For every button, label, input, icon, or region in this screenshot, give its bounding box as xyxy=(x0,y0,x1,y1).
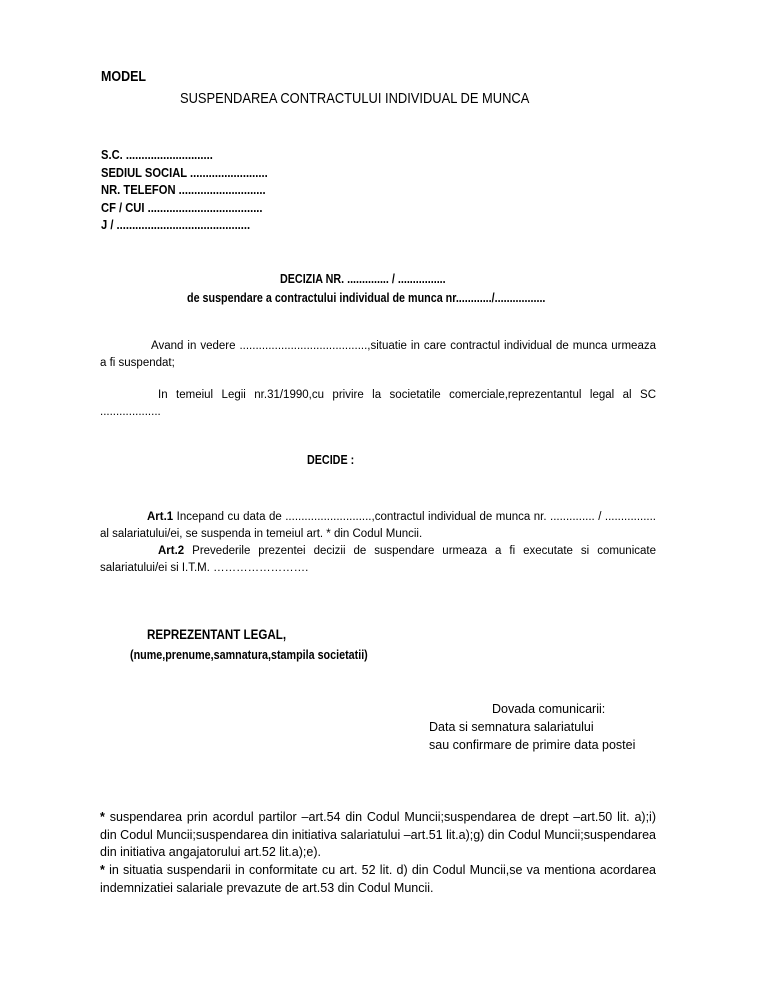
company-block xyxy=(101,146,268,234)
article-2 xyxy=(100,543,656,577)
company-cf: CF / CUI ..................................... xyxy=(101,199,263,215)
footnote-2-text: in situatia suspendarii in conformitate cu art. 52 lit. d) din Codul Muncii,se va mentiona acordarea indemnizatiei salariale prevazute de art.53 din Codul Muncii. xyxy=(100,863,656,895)
proof-line-1: Dovada comunicarii: xyxy=(492,702,606,716)
proof-line-3: sau confirmare de primire data postei xyxy=(429,738,636,752)
decision-number: DECIZIA NR. .............. / ................ xyxy=(280,272,446,286)
footnote-1-star: * xyxy=(100,810,105,824)
decide-heading: DECIDE : xyxy=(307,453,355,467)
footnote-2-star: * xyxy=(100,863,105,877)
company-sc: S.C. ............................ xyxy=(101,147,213,162)
art2-label: Art.2 xyxy=(158,545,185,557)
representative-subtitle: (nume,prenume,samnatura,stampila societatii) xyxy=(130,648,368,662)
footnote-1-text: suspendarea prin acordul partilor –art.54 din Codul Muncii;suspendarea de drept –art.50 lit. a);i) din Codul Muncii;suspendarea din initiativa salariatului –art.51 lit.a);g) din Codul Muncii;suspendarea din initiativa angajatorului art.52 lit.a);e). xyxy=(100,810,656,859)
company-j: J / ........................................... xyxy=(101,217,251,232)
representative-title: REPREZENTANT LEGAL, xyxy=(147,627,287,642)
article-1 xyxy=(100,509,656,543)
footnote-2 xyxy=(100,862,656,897)
decision-subtitle: de suspendare a contractului individual de munca nr............/................. xyxy=(187,291,546,305)
proof-line-2: Data si semnatura salariatului xyxy=(429,720,594,734)
art2-text: Prevederile prezentei decizii de suspendare urmeaza a fi executate si comunicate salariatului/ei si I.T.M. ……………………. xyxy=(100,545,656,574)
footnote-1 xyxy=(100,809,656,862)
company-telefon: NR. TELEFON ............................ xyxy=(101,182,266,197)
document-title: SUSPENDAREA CONTRACTULUI INDIVIDUAL DE MUNCA xyxy=(180,90,530,107)
company-sediu: SEDIUL SOCIAL ......................... xyxy=(101,164,268,180)
paragraph-temeiul: In temeiul Legii nr.31/1990,cu privire la societatile comerciale,reprezentantul legal al SC ................... xyxy=(100,389,656,418)
model-label: MODEL xyxy=(101,69,147,85)
paragraph-avand: Avand in vedere ........................................,situatie in care contractul individual de munca urmeaza a fi suspendat; xyxy=(100,340,656,369)
art1-text: Incepand cu data de ...........................,contractul individual de munca nr. .............. / ................ al salariatului/ei, se suspenda in temeiul art. * din Codul Muncii. xyxy=(100,511,656,540)
art1-label: Art.1 xyxy=(147,511,174,523)
